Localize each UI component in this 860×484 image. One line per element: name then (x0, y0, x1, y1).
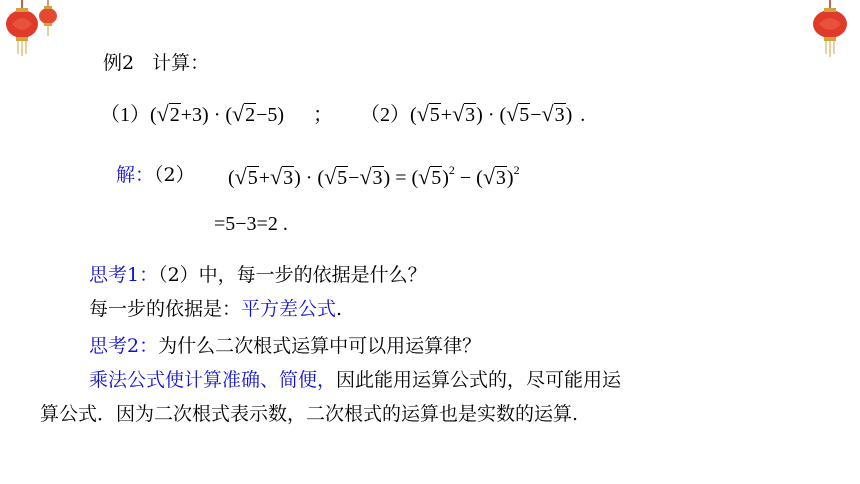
explanation-line-2: 算公式．因为二次根式表示数，二次根式的运算也是实数的运算. (40, 403, 579, 425)
problem-2-label: （2） (360, 104, 411, 126)
lantern-left-icon (2, 0, 66, 60)
s1-square-a: 5 (431, 167, 442, 189)
think2-label: 思考2： (89, 335, 159, 357)
think1-answer-end: . (336, 298, 343, 320)
s1-radicand-c: 5 (337, 167, 348, 189)
think1-label: 思考1： (89, 264, 159, 286)
s1-radicand-a: 5 (247, 167, 258, 189)
p2-radicand-a: 5 (429, 104, 440, 126)
think2-text: 为什么二次根式运算中可以用运算律？ (158, 335, 482, 357)
explanation-highlight: 乘法公式使计算准确、简便， (89, 369, 337, 391)
problems-line: （1）(√2+3) · (√2−5) ； （2）(√5+√3) · (√5−√3) . (100, 101, 586, 126)
solution-label (116, 160, 195, 187)
explanation-line-1 (89, 363, 621, 397)
think1-answer-text: 平方差公式 (241, 298, 337, 320)
problem-1-label: （1） (100, 104, 150, 126)
s1-square-b: 3 (495, 167, 506, 189)
example-text: 计算： (152, 52, 210, 74)
think1-answer (89, 294, 342, 321)
solution-line-2: =5−3=2 . (214, 213, 288, 235)
p1-term-b: 3 (192, 104, 203, 126)
lantern-right-icon (800, 0, 860, 60)
solution-line-1: $(√5+√3) \cdot (√5-√3) = (√5)^2 - (√3)^2$ (228, 163, 520, 189)
p2-radicand-d: 3 (554, 104, 565, 126)
think1-text: （2）中，每一步的依据是什么？ (158, 264, 427, 286)
p2-radicand-b: 3 (465, 104, 476, 126)
example-heading (103, 48, 209, 75)
problems-separator: ； (313, 104, 334, 126)
problems-end: . (580, 104, 586, 126)
solution-part: （2） (154, 164, 195, 186)
s1-radicand-d: 3 (372, 167, 383, 189)
s1-radicand-b: 3 (283, 167, 294, 189)
think2-question (89, 331, 481, 358)
p1-radicand-a: 2 (169, 104, 180, 126)
p1-term-d: 5 (267, 104, 278, 126)
solution-jie: 解： (116, 164, 155, 186)
example-label: 例2 (103, 52, 135, 74)
p2-radicand-c: 5 (519, 104, 530, 126)
think1-answer-prefix: 每一步的依据是： (89, 298, 242, 320)
explanation-rest: 因此能用运算公式的，尽可能用运 (336, 369, 622, 391)
think1-question (89, 260, 427, 287)
p1-radicand-c: 2 (245, 104, 256, 126)
